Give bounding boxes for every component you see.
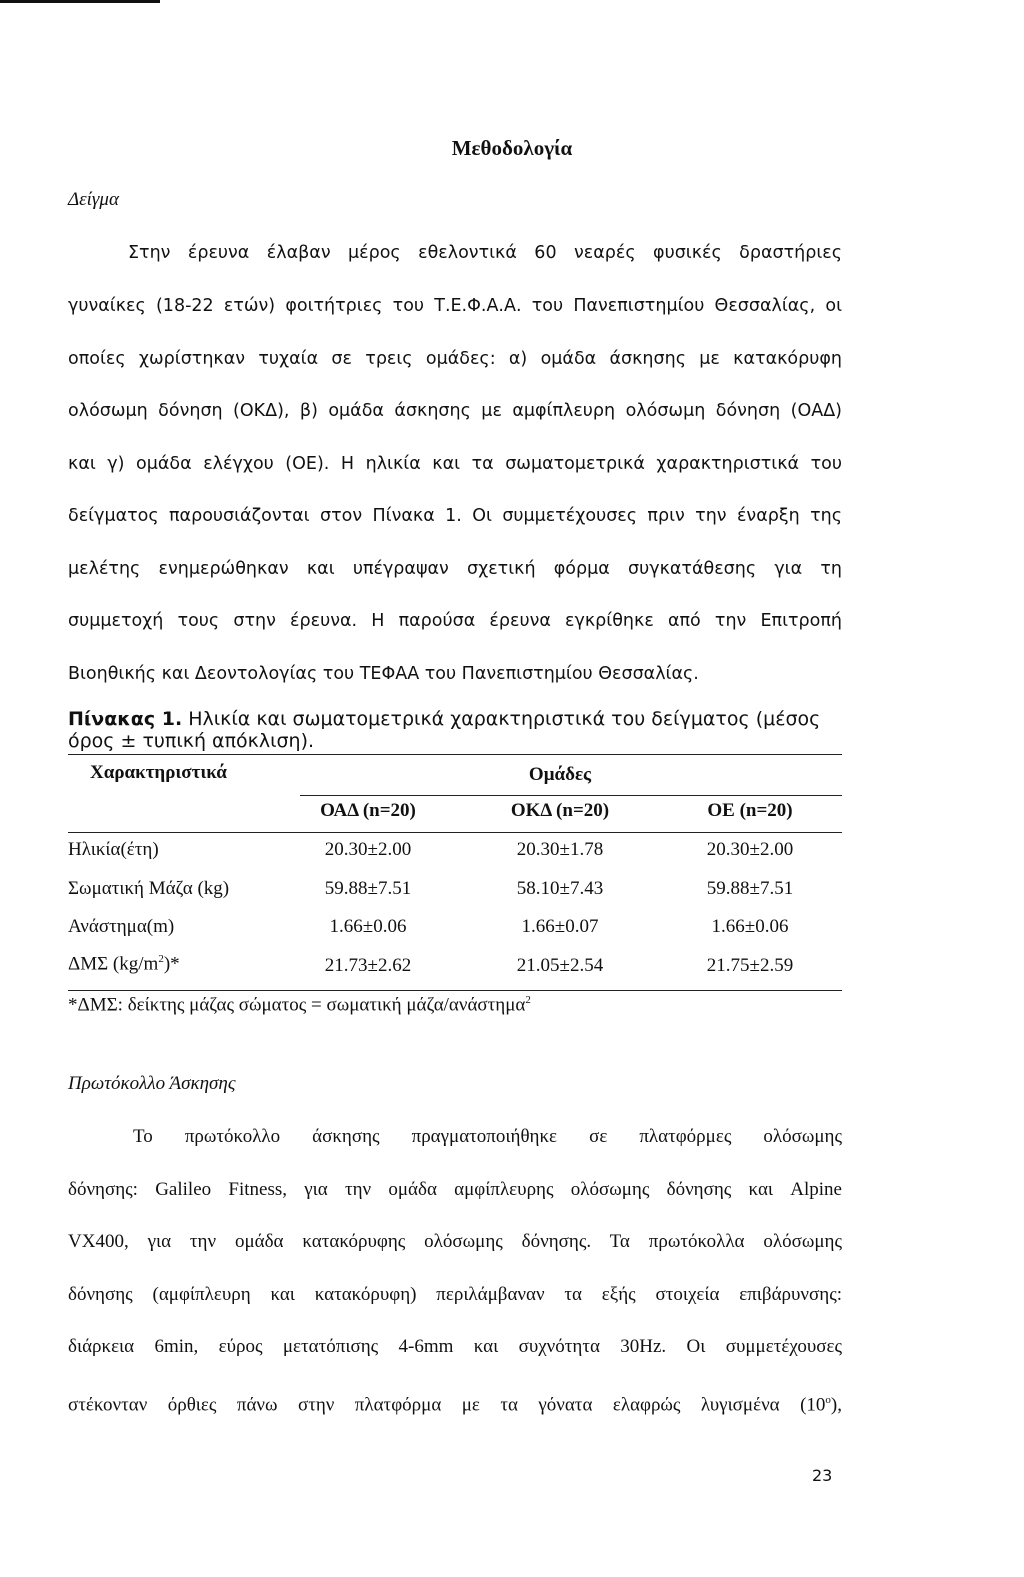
table-cell: 21.73±2.62 [324, 955, 412, 976]
table-bottom-rule [68, 990, 842, 991]
paragraph-line: δόνησης (αμφίπλευρη και κατακόρυφη) περιλάμβαναν τα εξής στοιχεία επιβάρυνσης: [68, 1284, 842, 1305]
paragraph-line: ολόσωμη δόνηση (ΟΚΔ), β) ομάδα άσκησης με αμφίπλευρη ολόσωμη δόνηση (ΟΑΔ) [68, 401, 842, 421]
table-row-label: Σωματική Μάζα (kg) [68, 878, 230, 899]
top-rule [0, 0, 160, 3]
paragraph-line: διάρκεια 6min, εύρος μετατόπισης 4-6mm και συχνότητα 30Hz. Οι συμμετέχουσες [68, 1336, 842, 1357]
paragraph-line: οποίες χωρίστηκαν τυχαία σε τρεις ομάδες: α) ομάδα άσκησης με κατακόρυφη [68, 349, 842, 369]
paragraph-line: Το πρωτόκολλο άσκησης πραγματοποιήθηκε σε πλατφόρμες ολόσωμης [133, 1126, 842, 1147]
table-header-rule [68, 832, 842, 833]
subsection-title-protocol: Πρωτόκολλο Άσκησης [68, 1073, 236, 1094]
paragraph-line: στέκονταν όρθιες πάνω στην πλατφόρμα με τα γόνατα ελαφρώς λυγισμένα $(10^o)$, [68, 1394, 842, 1416]
table-footnote: *ΔΜΣ: δείκτης μάζας σώματος = σωματική μάζα/ανάστημα$^2$ [68, 994, 531, 1016]
table-cell: 58.10±7.43 [516, 878, 604, 899]
table-cell: 1.66±0.06 [329, 916, 407, 937]
table-cell: 20.30±2.00 [706, 839, 794, 860]
table-groups-rule [300, 795, 842, 796]
paragraph-line: και γ) ομάδα ελέγχου (ΟΕ). Η ηλικία και τα σωματομετρικά χαρακτηριστικά του [68, 454, 842, 474]
paragraph-line: δόνησης: Galileo Fitness, για την ομάδα αμφίπλευρης ολόσωμης δόνησης και Alpine [68, 1179, 842, 1200]
table-cell: 1.66±0.06 [711, 916, 789, 937]
paragraph-line: μελέτης ενημερώθηκαν και υπέγραψαν σχετική φόρμα συγκατάθεσης για τη [68, 559, 842, 579]
table-column-header: ΟΑΔ (n=20) [320, 800, 416, 821]
paragraph-line: δείγματος παρουσιάζονται στον Πίνακα 1. Οι συμμετέχουσες πριν την έναρξη της [68, 506, 842, 526]
table-caption-label: Πίνακας 1. [68, 708, 183, 730]
table-top-rule [68, 754, 842, 755]
paragraph-line: γυναίκες (18-22 ετών) φοιτήτριες του Τ.Ε.Φ.Α.Α. του Πανεπιστημίου Θεσσαλίας, οι [68, 296, 842, 316]
table-header-characteristics: Χαρακτηριστικά [90, 762, 227, 783]
table-header-groups: Ομάδες [528, 764, 592, 785]
page-number: 23 [812, 1466, 833, 1485]
table-row-label: ΔΜΣ $(kg/m^2)*$ [68, 953, 180, 975]
table-row-label: Ανάστημα(m) [68, 916, 175, 937]
table-cell: 1.66±0.07 [521, 916, 599, 937]
paragraph-line: Βιοηθικής και Δεοντολογίας του ΤΕΦΑΑ του Πανεπιστημίου Θεσσαλίας. [68, 664, 699, 684]
table-cell: 21.05±2.54 [516, 955, 604, 976]
table-cell: 21.75±2.59 [706, 955, 794, 976]
paragraph-line: συμμετοχή τους στην έρευνα. Η παρούσα έρευνα εγκρίθηκε από την Επιτροπή [68, 611, 842, 631]
subsection-title-sample: Δείγμα [68, 189, 119, 210]
table-cell: 20.30±1.78 [516, 839, 604, 860]
table-column-header: ΟΕ (n=20) [707, 800, 793, 821]
table-row-label: Ηλικία(έτη) [68, 839, 159, 860]
table-cell: 59.88±7.51 [706, 878, 794, 899]
paragraph-line: VX400, για την ομάδα κατακόρυφης ολόσωμης δόνησης. Τα πρωτόκολλα ολόσωμης [68, 1231, 842, 1252]
table-caption [68, 708, 842, 752]
table-cell: 20.30±2.00 [324, 839, 412, 860]
table-column-header: ΟΚΔ (n=20) [510, 800, 610, 821]
table-caption-text: Ηλικία και σωματομετρικά χαρακτηριστικά του δείγματος (μέσος όρος ± τυπική απόκλιση). [68, 708, 821, 752]
table-cell: 59.88±7.51 [324, 878, 412, 899]
section-heading: Μεθοδολογία [451, 136, 573, 160]
paragraph-line: Στην έρευνα έλαβαν μέρος εθελοντικά 60 νεαρές φυσικές δραστήριες [128, 243, 842, 263]
